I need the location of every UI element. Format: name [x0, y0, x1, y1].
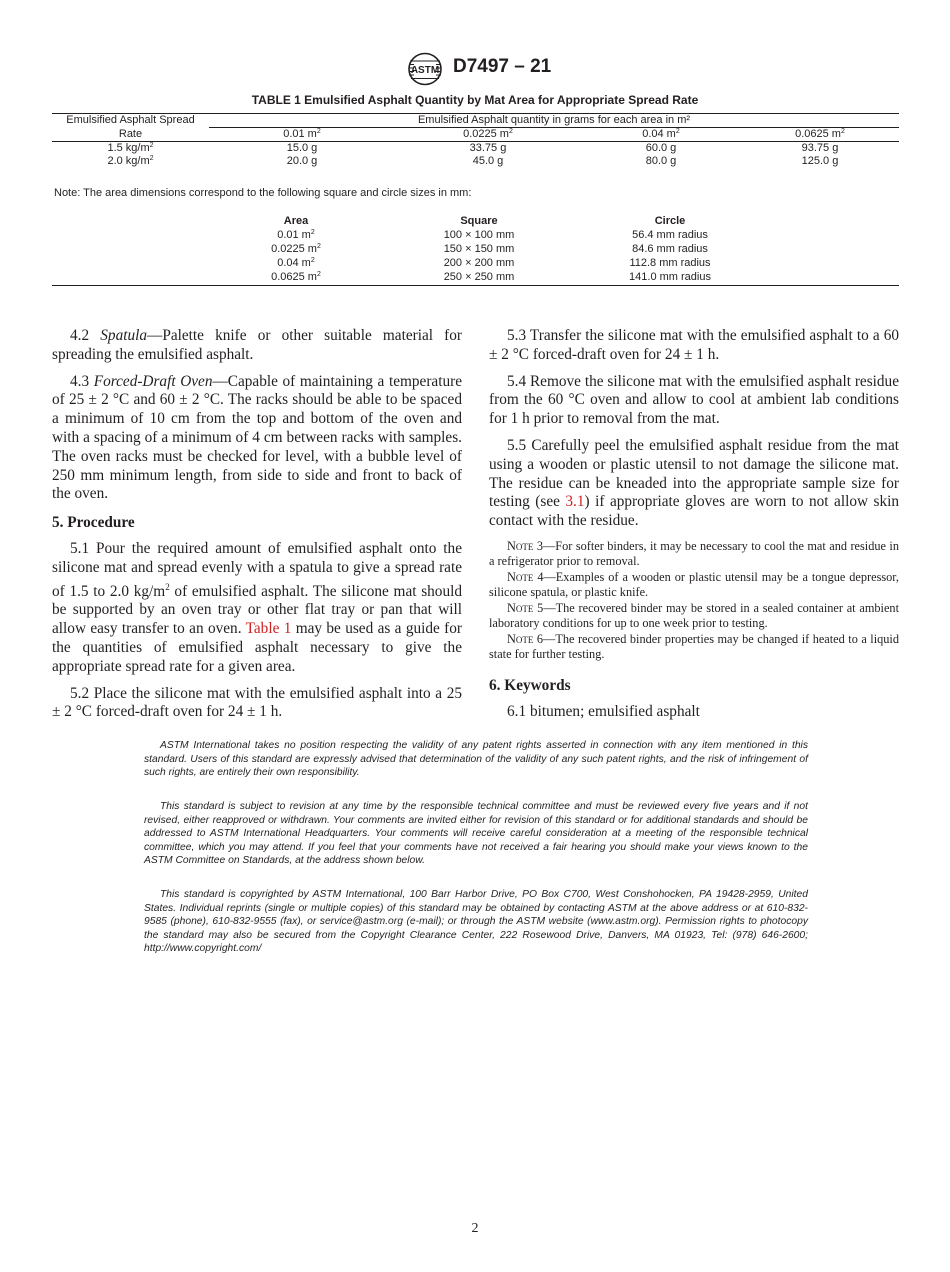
column-header: Circle	[654, 214, 686, 227]
note-5: Note 5—The recovered binder may be stored in a sealed container at ambient laboratory conditions for up to one week prior to testing.	[489, 600, 899, 631]
table-row: 0.04 $m^2$ 200 × 200 mm 112.8 mm radius	[277, 256, 711, 269]
section-3-1-link[interactable]: 3.1	[565, 493, 585, 511]
area-dimensions-table	[200, 214, 774, 284]
paragraph-4-2: 4.2 Spatula—Palette knife or other suitable material for spreading the emulsified asphalt.	[52, 327, 462, 363]
paragraph-5-5: 5.5 Carefully peel the emulsified asphalt residue from the mat using a wooden or plastic utensil to not damage the silicone mat. The residue can be kneaded into the appropriate sample size for testing (see 3.1) if appropriate gloves are worn to not allow skin contact with the residue.	[489, 436, 899, 530]
paragraph-4-3: 4.3 Forced-Draft Oven—Capable of maintaining a temperature of 25 ± 2 °C and 60 ± 2 °C. The racks should be able to be spaced a minimum of 10 cm from the top and bottom of the oven and with a spacing of a minimum of 4 cm between racks with samples. The oven racks must be checked for level, with a bubble level of 250 mm minimum length, from side to side and front to back of the oven.	[52, 372, 462, 503]
row-header-rate: Rate	[52, 128, 209, 142]
left-column	[52, 327, 462, 730]
right-column	[489, 327, 899, 730]
table-note: Note: The area dimensions correspond to the following square and circle sizes in mm:	[54, 187, 472, 199]
column-header: 0.04 $m^2$	[581, 128, 741, 142]
spread-rate-table	[52, 113, 899, 168]
page-number: 2	[471, 1221, 479, 1236]
table-row: 2.0 $kg/m^2$ 20.0 g 45.0 g 80.0 g 125.0 g	[107, 155, 839, 167]
table-title: TABLE 1 Emulsified Asphalt Quantity by Mat Area for Appropriate Spread Rate	[251, 93, 699, 107]
svg-text:ASTM: ASTM	[410, 65, 440, 76]
table-bottom-rule	[52, 285, 899, 286]
paragraph-5-2: 5.2 Place the silicone mat with the emulsified asphalt into a 25 ± 2 °C forced-draft oven for 24 ± 1 h.	[52, 684, 462, 721]
table-row: 0.01 $m^2$ 100 × 100 mm 56.4 mm radius	[277, 228, 708, 241]
section-heading: 5. Procedure	[52, 514, 135, 532]
table-1-link[interactable]: Table 1	[245, 620, 292, 638]
column-header: Area	[283, 214, 309, 227]
designation: D7497 – 21	[453, 56, 552, 77]
column-header: Square	[460, 214, 498, 227]
table-row: 0.0225 $m^2$ 150 × 150 mm 84.6 mm radius	[271, 242, 708, 255]
table-row: 1.5 $kg/m^2$ 15.0 g 33.75 g 60.0 g 93.75 g	[107, 142, 839, 154]
note-3: Note 3—For softer binders, it may be necessary to cool the mat and residue in a refrigerator prior to removal.	[489, 538, 899, 569]
note-4: Note 4—Examples of a wooden or plastic utensil may be a tongue depressor, silicone spatula, or plastic knife.	[489, 569, 899, 600]
page-header	[0, 52, 950, 88]
note-6: Note 6—The recovered binder properties may be changed if heated to a liquid state for further testing.	[489, 631, 899, 662]
table-row: 0.0625 $m^2$ 250 × 250 mm 141.0 mm radius	[271, 270, 711, 283]
paragraph-6-1: 6.1 bitumen; emulsified asphalt	[507, 702, 700, 720]
paragraph-5-1: 5.1 Pour the required amount of emulsified asphalt onto the silicone mat and spread evenly with a spatula to give a spread rate of 1.5 to 2.0 $kg/m^2$ of emulsified asphalt. The silicone mat should be supported by an oven tray or other flat tray or pan that will allow easy transfer to an oven. Table 1 may be used as a guide for the quantities of emulsified asphalt necessary to give the appropriate spread rate for a given area.	[52, 539, 462, 675]
section-heading: 6. Keywords	[489, 676, 571, 694]
paragraph-5-3: 5.3 Transfer the silicone mat with the emulsified asphalt to a 60 ± 2 °C forced-draft oven for 24 ± 1 h.	[489, 327, 899, 363]
copyright-notice: This standard is copyrighted by ASTM International, 100 Barr Harbor Drive, PO Box C700, West Conshohocken, PA 19428-2959, United States. Individual reprints (single or multiple copies) of this standard may be obtained by contacting ASTM at the above address or at 610-832-9585 (phone), 610-832-9555 (fax), or service@astm.org (e-mail); or through the ASTM website (www.astm.org). Permission rights to photocopy the standard may also be secured from the Copyright Clearance Center, 222 Rosewood Drive, Danvers, MA 01923, Tel: (978) 646-2600; http://www.copyright.com/	[144, 889, 808, 954]
patent-disclaimer: ASTM International takes no position respecting the validity of any patent rights asserted in connection with any item mentioned in this standard. Users of this standard are expressly advised that determination of the validity of any such patent rights, and the risk of infringement of such rights, are entirely their own responsibility.	[144, 740, 808, 778]
row-header: Emulsified Asphalt Spread	[52, 114, 209, 128]
paragraph-5-4: 5.4 Remove the silicone mat with the emulsified asphalt residue from the 60 °C oven and allow to cool at ambient lab conditions for 1 h prior to removal from the mat.	[489, 372, 899, 428]
span-header: Emulsified Asphalt quantity in grams for each area in m²	[209, 114, 899, 128]
astm-logo-icon	[407, 52, 443, 86]
column-header: 0.0625 $m^2$	[741, 128, 899, 142]
revision-disclaimer: This standard is subject to revision at any time by the responsible technical committee and must be reviewed every five years and if not revised, either reapproved or withdrawn. Your comments are invited either for revision of this standard or for additional standards and should be addressed to ASTM International Headquarters. Your comments will receive careful consideration at a meeting of the responsible technical committee, which you may attend. If you feel that your comments have not received a fair hearing you should make your views known to the ASTM Committee on Standards, at the address shown below.	[144, 801, 808, 866]
column-header: 0.01 $m^2$	[209, 128, 395, 142]
column-header: 0.0225 $m^2$	[395, 128, 581, 142]
